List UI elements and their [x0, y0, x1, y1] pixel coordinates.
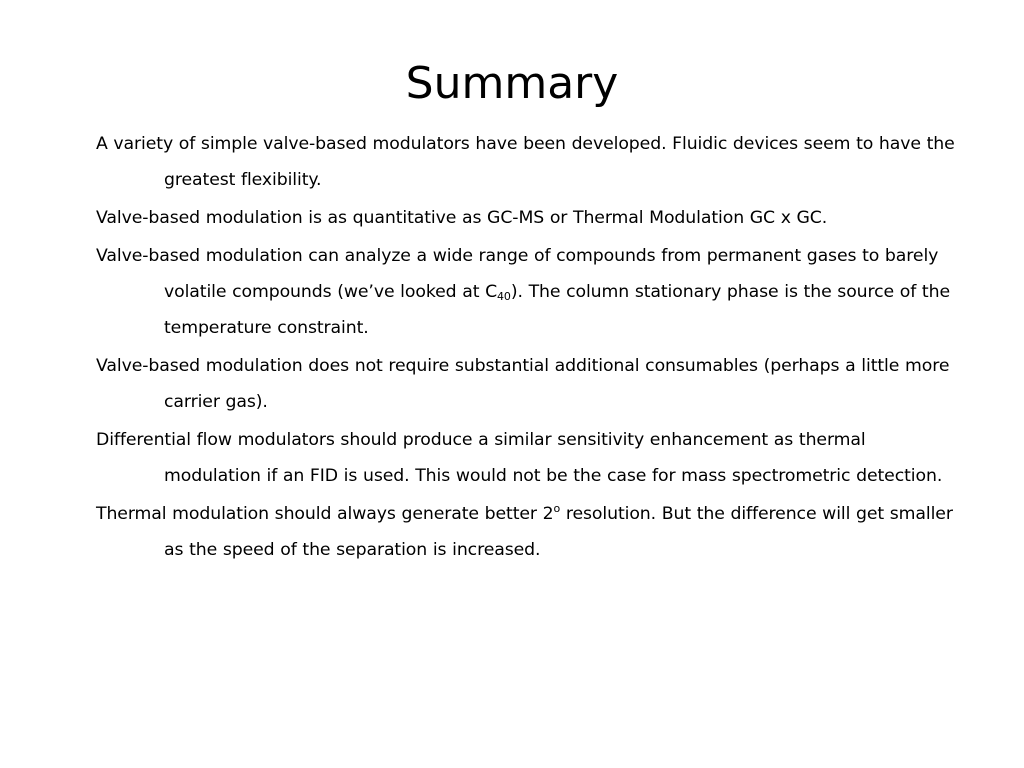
- summary-list: [96, 126, 966, 570]
- summary-item: [96, 422, 966, 494]
- summary-item: [96, 496, 966, 568]
- summary-item-text: Valve-based modulation can analyze a wide range of compounds from permanent gases to barely volatile compounds (we’ve looked at C: [96, 246, 939, 302]
- summary-item-text: A variety of simple valve-based modulators have been developed. Fluidic devices seem to have the greatest flexibility.: [96, 134, 955, 190]
- summary-item-text: Valve-based modulation does not require substantial additional consumables (perhaps a little more carrier gas).: [96, 356, 950, 412]
- summary-item: [96, 200, 966, 236]
- summary-item: [96, 126, 966, 198]
- summary-item-text: Valve-based modulation is as quantitative as GC-MS or Thermal Modulation GC x GC.: [96, 208, 828, 228]
- summary-item-text-continued: ). The column stationary phase is the source of the temperature constraint.: [164, 282, 950, 338]
- summary-item-text: Thermal modulation should always generate better 2: [96, 504, 554, 524]
- superscript-degree: o: [553, 502, 561, 515]
- slide-title: Summary: [405, 58, 619, 109]
- summary-item-text: Differential flow modulators should produce a similar sensitivity enhancement as thermal modulation if an FID is used. This would not be the case for mass spectrometric detection.: [96, 430, 943, 486]
- summary-item-text-continued: resolution. But the difference will get smaller as the speed of the separation is increased.: [164, 504, 953, 560]
- summary-item: [96, 238, 966, 346]
- subscript-40: 40: [497, 290, 511, 303]
- summary-item: [96, 348, 966, 420]
